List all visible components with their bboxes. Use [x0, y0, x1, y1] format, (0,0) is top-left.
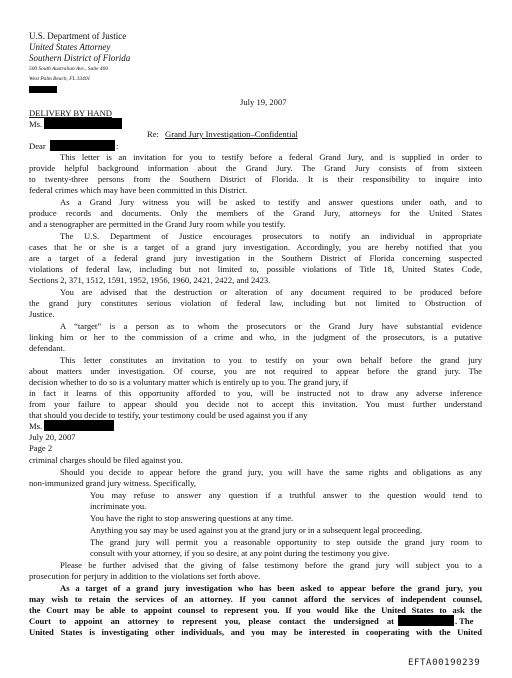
recipient-prefix: Ms. — [29, 119, 43, 129]
bold-notice-line: the Court may be able to appoint counsel to represent you. If you would like the United States to ask the — [29, 605, 482, 615]
body-line: federal crimes which may have been committed in this District. — [29, 185, 248, 195]
bold-notice-line: may wish to retain the services of an attorney. If you cannot afford the services of independent counsel, — [29, 594, 482, 604]
page2-page-number: Page 2 — [29, 443, 53, 453]
body-line: that should you decide to testify, your testimony could be used against you if any — [29, 410, 308, 420]
body-line: Please be further advised that the giving of false testimony before the grand jury will subject you to a — [60, 560, 482, 570]
rights-item: You have the right to stop answering questions at any time. — [90, 513, 294, 523]
body-line: Should you decide to appear before the grand jury, you will have the same rights and obligations as any — [60, 467, 482, 477]
body-line: the grand jury constitutes serious violation of federal law, including but not limited to Obstruction of — [29, 298, 482, 308]
body-line: cases that he or she is a target of a grand jury investigation. Accordingly, you are hereby notified that you — [29, 242, 482, 252]
bold-notice-line: As a target of a grand jury investigation who has been asked to appear before the grand jury, you — [60, 583, 482, 593]
redaction-block — [50, 140, 115, 151]
rights-item: You may refuse to answer any question if a truthful answer to the question would tend to — [90, 490, 482, 500]
body-line: criminal charges should be filed against you. — [29, 455, 183, 465]
bates-number: EFTA00190239 — [408, 658, 481, 668]
page2-recipient: Ms. — [29, 421, 43, 431]
rights-item: Anything you say may be used against you at the grand jury or in a subsequent legal proceeding. — [90, 525, 423, 535]
body-line: about matters under investigation. Of course, you are not required to appear before the grand jury. The — [29, 366, 482, 376]
body-line: violations of federal law, including but not limited to, possible violations of Title 18, United States Code, — [29, 264, 482, 274]
rights-item: The grand jury will permit you a reasonable opportunity to step outside the grand jury room to — [90, 537, 482, 547]
body-line: prosecution for perjury in addition to the violations set forth above. — [29, 571, 261, 581]
letterhead-office: United States Attorney — [29, 42, 111, 52]
body-line: produce records and documents. Only the members of the Grand Jury, attorneys for the United States — [29, 208, 482, 218]
bold-notice-line: Court to appoint an attorney to represent you, please contact the undersigned at — [29, 616, 394, 626]
body-line: from your failure to appear should you decide not to accept this invitation. You must further understand — [29, 399, 482, 409]
letterhead-address-street: 500 South Australian Ave., Suite 400 — [29, 66, 109, 72]
body-line: non-immunized grand jury witness. Specifically, — [29, 478, 196, 488]
bold-notice-line: . The — [455, 616, 474, 626]
body-line: This letter constitutes an invitation to you to testify on your own behalf before the grand jury — [60, 355, 482, 365]
body-line: and a stenographer are permitted in the Grand Jury room while you testify. — [29, 219, 286, 229]
body-line: Justice. — [29, 309, 55, 319]
re-subject: Grand Jury Investigation–Confidential — [165, 129, 298, 139]
delivery-method: DELIVERY BY HAND — [29, 108, 112, 118]
body-line: A “target” is a person as to whom the prosecutors or the Grand Jury have substantial evidence — [60, 321, 482, 331]
body-line: to twenty-three persons from the Southern District of Florida. It is their responsibility to inquire into — [29, 174, 482, 184]
redaction-block — [44, 420, 114, 431]
body-line: in fact it learns of this opportunity afforded to you, will be instructed not to draw any adverse inference — [29, 388, 482, 398]
body-line: provide helpful background information about the Grand Jury. The Grand Jury consists of from sixteen — [29, 163, 482, 173]
body-line: You are advised that the destruction or alteration of any document required to be produced before — [60, 287, 482, 297]
re-label: Re: — [147, 129, 159, 139]
body-line: linking him or her to the commission of a crime and who, in the judgment of the prosecutors, is a putative — [29, 332, 482, 342]
rights-item: incriminate you. — [90, 501, 147, 511]
letterhead-agency: U.S. Department of Justice — [29, 31, 127, 41]
body-line: decision whether to do so is a voluntary matter which is entirely up to you. The grand jury, if — [29, 377, 349, 387]
letter-date: July 19, 2007 — [240, 97, 287, 107]
redaction-block — [29, 86, 57, 93]
bold-notice-line: United States is investigating other individuals, and you may be interested in cooperating with the United — [29, 627, 482, 637]
redaction-block — [398, 615, 454, 626]
salutation: Dear — [29, 141, 46, 151]
page2-date: July 20, 2007 — [29, 432, 76, 442]
letterhead-address-city: West Palm Beach, FL 33401 — [29, 76, 91, 82]
body-line: are a target of a federal grand jury investigation in the Southern District of Florida concerning suspected — [29, 253, 482, 263]
body-line: Sections 2, 371, 1512, 1591, 1952, 1956, 1960, 2421, 2422, and 2423. — [29, 275, 271, 285]
body-line: The U.S. Department of Justice encourages prosecutors to notify an individual in appropriate — [60, 231, 482, 241]
rights-item: consult with your attorney, if you so desire, at any point during the testimony you give. — [90, 548, 390, 558]
redaction-block — [44, 118, 122, 129]
body-line: defendant. — [29, 343, 66, 353]
letterhead-district: Southern District of Florida — [29, 53, 131, 63]
salutation-punctuation: : — [116, 141, 119, 151]
body-line: This letter is an invitation for you to testify before a federal Grand Jury, and is supplied in order to — [60, 152, 482, 162]
body-line: As a Grand Jury witness you will be asked to testify and answer questions under oath, and to — [60, 197, 482, 207]
